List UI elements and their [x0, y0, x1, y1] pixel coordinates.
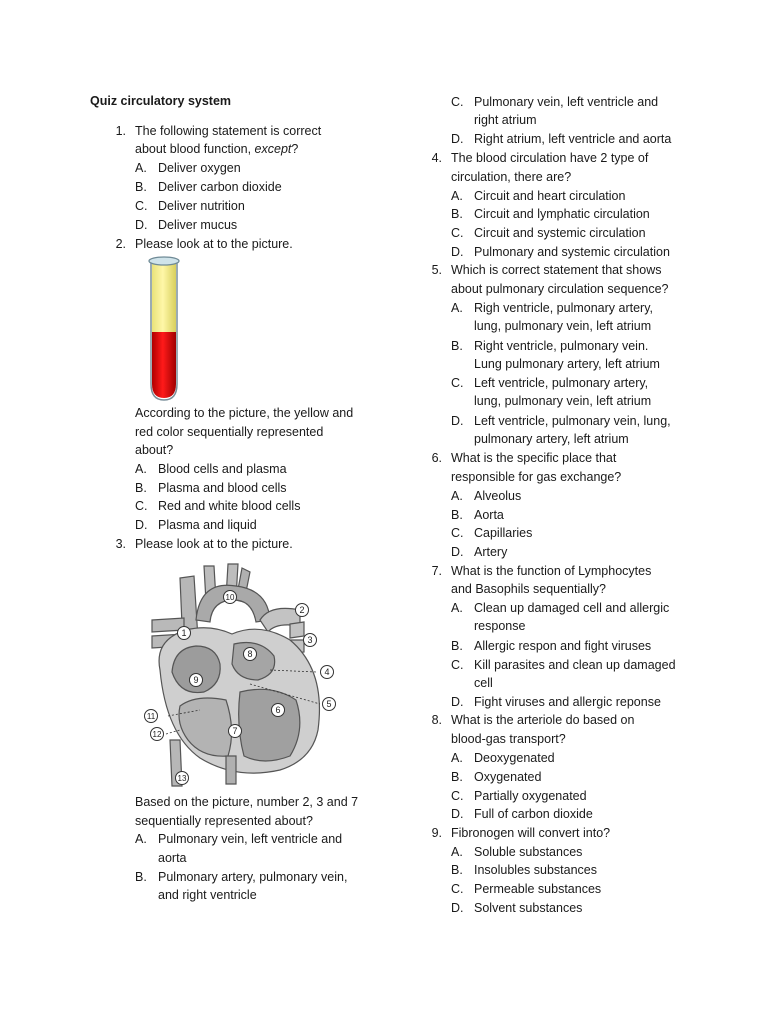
option-letter: D. — [451, 545, 464, 559]
option-letter: A. — [451, 489, 463, 503]
option-letter: C. — [451, 658, 464, 672]
option-letter: D. — [451, 414, 464, 428]
question-number: 2. — [115, 237, 126, 251]
option-letter: B. — [451, 639, 463, 653]
option-letter: D. — [135, 218, 148, 232]
question-text: about? — [135, 443, 174, 457]
option-text: Deliver carbon dioxide — [158, 180, 282, 194]
question-text: sequentially represented about? — [135, 814, 313, 828]
question-number: 8. — [431, 713, 442, 727]
option-text: Soluble substances — [474, 845, 583, 859]
emphasis-text: except — [254, 142, 292, 156]
option-text: Artery — [474, 545, 508, 559]
question-text: Which is correct statement that shows — [451, 263, 662, 277]
option-text: Deoxygenated — [474, 751, 555, 765]
option-text: Alveolus — [474, 489, 522, 503]
heart-label: 1 — [181, 628, 187, 638]
right-ventricle — [179, 698, 232, 756]
question-number: 5. — [431, 263, 442, 277]
option-text: Left ventricle, pulmonary artery, — [474, 376, 649, 390]
option-text: Plasma and liquid — [158, 518, 257, 532]
option-letter: A. — [451, 845, 463, 859]
option-text: Circuit and lymphatic circulation — [474, 207, 650, 221]
heart-label: 7 — [232, 726, 238, 736]
option-text: Permeable substances — [474, 882, 602, 896]
heart-label: 13 — [177, 774, 187, 783]
option-text: Pulmonary and systemic circulation — [474, 245, 670, 259]
heart-label: 6 — [275, 705, 281, 715]
option-text: Insolubles substances — [474, 863, 597, 877]
option-text: Aorta — [474, 508, 504, 522]
option-letter: D. — [451, 901, 464, 915]
option-text: lung, pulmonary vein, left atrium — [474, 319, 652, 333]
question-text: about pulmonary circulation sequence? — [451, 282, 669, 296]
option-letter: B. — [451, 770, 463, 784]
question-number: 1. — [115, 124, 126, 138]
option-letter: B. — [135, 481, 147, 495]
option-letter: C. — [135, 499, 148, 513]
question-number: 6. — [431, 451, 442, 465]
option-letter: B. — [135, 180, 147, 194]
blood-cells-layer — [152, 332, 176, 398]
heart-label: 11 — [146, 712, 156, 721]
option-text: Right ventricle, pulmonary vein. — [474, 339, 649, 353]
left-ventricle — [239, 689, 300, 761]
heart-label: 8 — [247, 649, 253, 659]
option-text: Oxygenated — [474, 770, 542, 784]
question-text: What is the specific place that — [451, 451, 617, 465]
question-text: Based on the picture, number 2, 3 and 7 — [135, 795, 359, 809]
option-letter: D. — [451, 695, 464, 709]
question-text: Please look at to the picture. — [135, 537, 293, 551]
question-text: The blood circulation have 2 type of — [451, 151, 649, 165]
question-text: According to the picture, the yellow and — [135, 406, 354, 420]
option-letter: A. — [451, 301, 463, 315]
question-number: 4. — [431, 151, 442, 165]
question-text: The following statement is correct — [135, 124, 322, 138]
option-letter: D. — [451, 245, 464, 259]
question-number: 3. — [115, 537, 126, 551]
option-letter: C. — [451, 789, 464, 803]
question-text: red color sequentially represented — [135, 425, 324, 439]
heart-label: 3 — [307, 635, 313, 645]
test-tube-figure — [146, 254, 182, 402]
page-title: Quiz circulatory system — [90, 94, 232, 108]
option-text: Blood cells and plasma — [158, 462, 287, 476]
option-text: Pulmonary vein, left ventricle and — [474, 95, 659, 109]
option-letter: A. — [451, 189, 463, 203]
option-text: Pulmonary artery, pulmonary vein, — [158, 870, 348, 884]
option-text: Kill parasites and clean up damaged — [474, 658, 676, 672]
option-text: Capillaries — [474, 526, 533, 540]
question-text: and Basophils sequentially? — [451, 582, 606, 596]
option-letter: B. — [135, 870, 147, 884]
heart-label: 10 — [225, 593, 235, 602]
heart-label: 5 — [326, 699, 332, 709]
option-text: Deliver nutrition — [158, 199, 245, 213]
option-text: Pulmonary vein, left ventricle and — [158, 832, 343, 846]
question-text: What is the arteriole do based on — [451, 713, 635, 727]
option-letter: C. — [451, 882, 464, 896]
option-text: Fight viruses and allergic reponse — [474, 695, 661, 709]
option-text: Clean up damaged cell and allergic — [474, 601, 670, 615]
option-letter: D. — [135, 518, 148, 532]
option-text: Allergic respon and fight viruses — [474, 639, 652, 653]
option-text: and right ventricle — [158, 888, 257, 902]
option-letter: A. — [451, 751, 463, 765]
option-letter: A. — [451, 601, 463, 615]
option-text: Deliver oxygen — [158, 161, 241, 175]
option-text: Lung pulmonary artery, left atrium — [474, 357, 660, 371]
option-text: right atrium — [474, 113, 537, 127]
option-text: Righ ventricle, pulmonary artery, — [474, 301, 654, 315]
option-letter: C. — [451, 226, 464, 240]
heart-label: 2 — [299, 605, 305, 615]
option-text: Full of carbon dioxide — [474, 807, 593, 821]
question-text: Please look at to the picture. — [135, 237, 293, 251]
option-text: Red and white blood cells — [158, 499, 301, 513]
option-text: Circuit and systemic circulation — [474, 226, 646, 240]
option-letter: C. — [451, 376, 464, 390]
question-text: What is the function of Lymphocytes — [451, 564, 652, 578]
question-text: blood-gas transport? — [451, 732, 566, 746]
heart-label: 4 — [324, 667, 330, 677]
tube-rim — [149, 257, 179, 265]
option-letter: B. — [451, 863, 463, 877]
option-letter: C. — [451, 526, 464, 540]
option-text: Plasma and blood cells — [158, 481, 287, 495]
option-text: Solvent substances — [474, 901, 583, 915]
option-letter: C. — [451, 95, 464, 109]
option-letter: A. — [135, 462, 147, 476]
option-text: Circuit and heart circulation — [474, 189, 626, 203]
option-text: pulmonary artery, left atrium — [474, 432, 629, 446]
plasma-layer — [152, 264, 176, 332]
option-text: cell — [474, 676, 493, 690]
option-letter: C. — [135, 199, 148, 213]
option-letter: A. — [135, 832, 147, 846]
heart-diagram — [140, 560, 370, 788]
option-text: Right atrium, left ventricle and aorta — [474, 132, 672, 146]
option-text: Deliver mucus — [158, 218, 238, 232]
option-letter: B. — [451, 339, 463, 353]
option-letter: D. — [451, 132, 464, 146]
option-letter: A. — [135, 161, 147, 175]
option-text: Partially oxygenated — [474, 789, 587, 803]
option-text: lung, pulmonary vein, left atrium — [474, 394, 652, 408]
question-number: 7. — [431, 564, 442, 578]
heart-label: 12 — [152, 730, 162, 739]
heart-label: 9 — [193, 675, 199, 685]
option-letter: B. — [451, 207, 463, 221]
option-letter: B. — [451, 508, 463, 522]
option-text: response — [474, 619, 526, 633]
question-text: responsible for gas exchange? — [451, 470, 622, 484]
question-text: Fibronogen will convert into? — [451, 826, 611, 840]
question-text: circulation, there are? — [451, 170, 572, 184]
option-letter: D. — [451, 807, 464, 821]
question-text: about blood function, except? — [135, 142, 299, 156]
option-text: aorta — [158, 851, 187, 865]
option-text: Left ventricle, pulmonary vein, lung, — [474, 414, 671, 428]
question-number: 9. — [431, 826, 442, 840]
